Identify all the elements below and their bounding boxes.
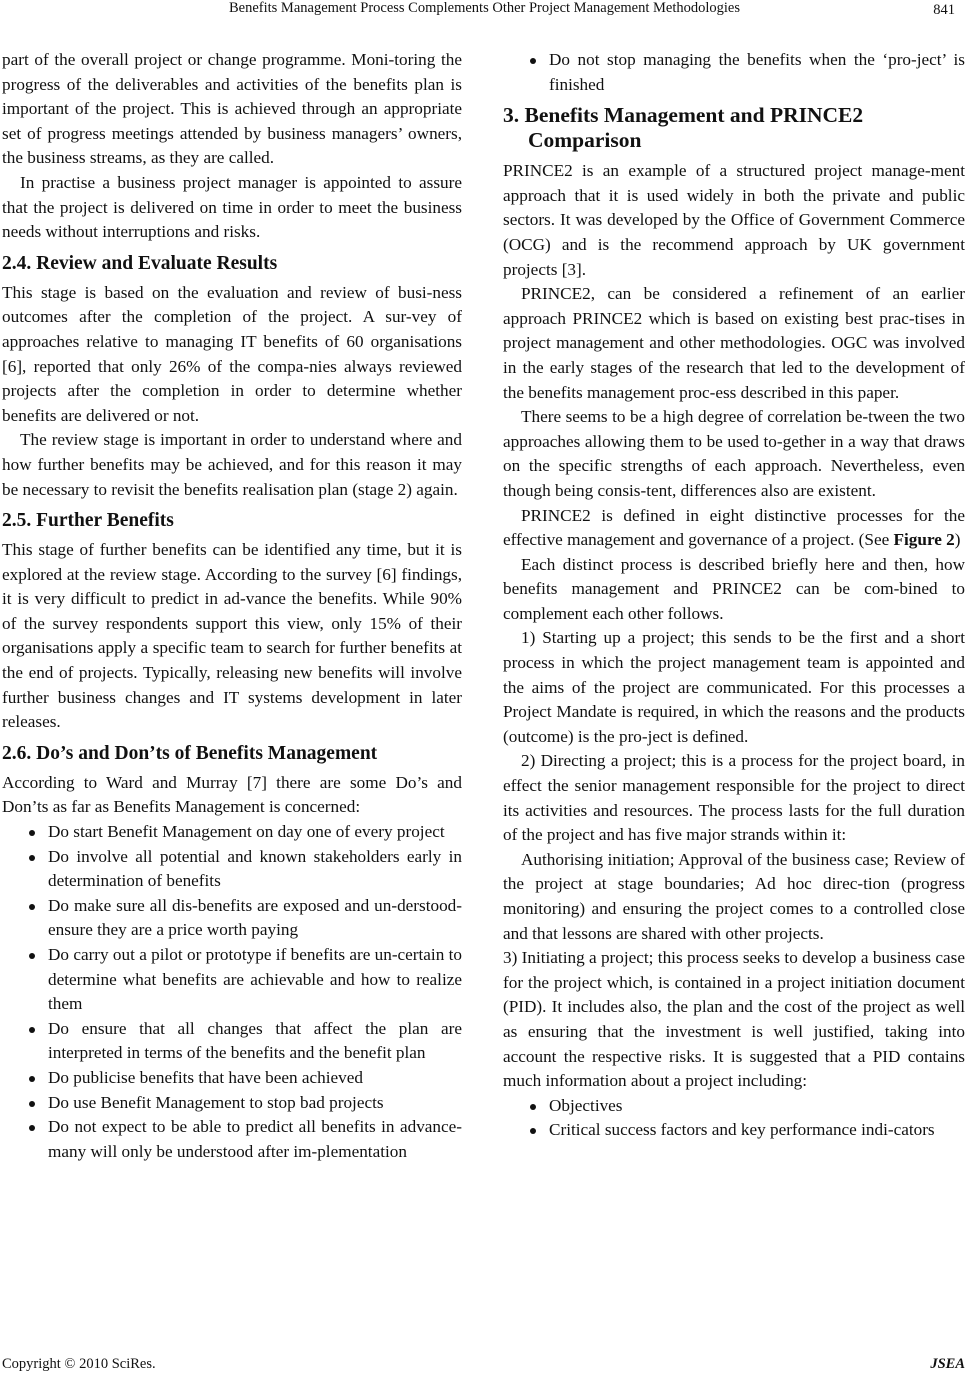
bullet-icon (29, 1125, 35, 1131)
list-item (2, 1115, 462, 1164)
right-column (503, 48, 965, 1143)
list-item (2, 1066, 462, 1091)
section-heading-3: 3. Benefits Management and PRINCE2 Comparison (503, 103, 864, 153)
pid-contents-list (503, 1094, 965, 1143)
paragraph: part of the overall project or change programme. Moni-toring the progress of the deliverables and activities of the benefits plan is important of the project. This is achieved through an appropriate set of progress meetings attended by business managers’ owners, the business streams, as they are called. (2, 50, 462, 168)
list-item (2, 894, 462, 943)
list-item (503, 1094, 965, 1119)
list-item (2, 1017, 462, 1066)
paragraph: Each distinct process is described briefly here and then, how benefits management and PRINCE2 can be com-bined to complement each other follows. (503, 554, 965, 623)
paragraph (503, 504, 965, 553)
paragraph: 3) Initiating a project; this process seeks to develop a business case for the project which, is contained in a project initiation document (PID). It includes also, the plan and the cost of the project as well as ensuring that the investment is well justified, taking into account the respective risks. It is suggested that a PID contains much information about a project including: (503, 948, 965, 1091)
section-heading-2-4: 2.4. Review and Evaluate Results (2, 252, 278, 274)
figure-reference-link[interactable]: Figure 2 (893, 530, 955, 550)
running-title: Benefits Management Process Complements Other Project Management Methodologies (228, 0, 740, 16)
list-item-text: Do not expect to be able to predict all benefits in advance-many will only be understood after im-plementation (48, 1117, 462, 1161)
bullet-icon (29, 830, 35, 836)
bullet-icon (29, 1101, 35, 1107)
paragraph-text: PRINCE2 is defined in eight distinctive processes for the effective management and governance of a project. (See (503, 505, 965, 550)
list-item-text: Do not stop managing the benefits when the ‘pro-ject’ is finished (549, 50, 965, 94)
bullet-icon (29, 1027, 35, 1033)
list-item-text: Do start Benefit Management on day one of every project (48, 822, 445, 842)
copyright-notice: Copyright © 2010 SciRes. (2, 1356, 156, 1372)
list-item-text: Do publicise benefits that have been achieved (48, 1067, 363, 1087)
list-item-text: Objectives (549, 1095, 623, 1115)
page-footer (2, 1356, 965, 1373)
list-item-text: Do use Benefit Management to stop bad projects (48, 1092, 384, 1112)
paragraph: This stage is based on the evaluation and review of busi-ness outcomes after the completion of the project. A sur-vey of approaches relative to managing IT benefits of 60 organisations [6], reported that only 26% of the compa-nies always reviewed projects after the completion in order to determine whether benefits are delivered or not. (2, 282, 462, 425)
list-item-text: Critical success factors and key performance indi-cators (549, 1120, 935, 1140)
bullet-icon (29, 904, 35, 910)
paragraph: Authorising initiation; Approval of the business case; Review of the project at stage boundaries; Ad hoc direc-tion (progress monitoring) and ensuring the project comes to a controlled close and that lessons are shared with other projects. (503, 849, 965, 943)
section-heading-2-6: 2.6. Do’s and Don’ts of Benefits Management (2, 742, 378, 764)
bullet-icon (530, 58, 536, 64)
paragraph: There seems to be a high degree of correlation be-tween the two approaches allowing them to be used to-gether in a way that draws on the specific strengths of each approach. Nevertheless, even though being consis-tent, differences also are existent. (503, 407, 965, 500)
bullet-icon (29, 1076, 35, 1082)
list-item (2, 820, 462, 845)
bullet-icon (530, 1128, 536, 1134)
list-item (2, 1091, 462, 1116)
bullet-icon (29, 855, 35, 861)
list-item (2, 845, 462, 894)
paragraph: According to Ward and Murray [7] there are some Do’s and Don’ts as far as Benefits Management is concerned: (2, 772, 462, 817)
paragraph: This stage of further benefits can be identified any time, but it is explored at the review stage. According to the survey [6] findings, it is very difficult to predict in ad-vance the benefits. While 90% of the survey respondents support this view, only 15% of their organisations apply a specific team to search for further benefits at the end of projects. Typically, releasing new benefits will involve further business changes and IT systems development in later releases. (2, 540, 462, 732)
list-item (2, 943, 462, 1017)
running-header (0, 0, 969, 26)
paragraph: In practise a business project manager is appointed to assure that the project is delivered on time in order to meet the business needs without interruptions and risks. (2, 172, 462, 242)
paragraph: 2) Directing a project; this is a process for the project board, in effect the senior management responsible for the project to direct its activities and resources. The process lasts for the full duration of the project and has five major strands within it: (503, 751, 965, 845)
list-item-text: Do carry out a pilot or prototype if benefits are un-certain to determine what benefits are achievable and how to realize them (48, 945, 462, 1014)
paragraph-text: ) (954, 530, 961, 550)
paragraph: PRINCE2, can be considered a refinement of an earlier approach PRINCE2 which is based on existing best prac-tises in project management and other methodologies. OGC was involved in the early stages of the research that led to the development of the benefits management proc-ess described in this paper. (503, 284, 965, 402)
dos-donts-list-continued (503, 48, 965, 97)
bullet-icon (530, 1104, 536, 1110)
page-number: 841 (933, 2, 955, 18)
bullet-icon (29, 953, 35, 959)
list-item (503, 48, 965, 97)
left-column (2, 48, 462, 1164)
list-item (503, 1118, 965, 1143)
section-heading-2-5: 2.5. Further Benefits (2, 510, 174, 532)
paragraph: PRINCE2 is an example of a structured project manage-ment approach that it is used widely in both the private and public sectors. It was developed by the Office of Government Commerce (OCG) and is the recommend approach by UK government projects [3]. (503, 161, 965, 279)
journal-name: JSEA (930, 1356, 965, 1372)
dos-donts-list (2, 820, 462, 1164)
list-item-text: Do make sure all dis-benefits are exposed and un-derstood-ensure they are a price worth paying (48, 895, 462, 940)
paragraph: The review stage is important in order to understand where and how further benefits may be achieved, and for this reason it may be necessary to revisit the benefits realisation plan (stage 2) again. (2, 430, 462, 499)
list-item-text: Do involve all potential and known stakeholders early in determination of benefits (48, 846, 462, 891)
paragraph: 1) Starting up a project; this sends to be the first and a short process in which the project management team is appointed and the aims of the project are communicated. For this processes a Project Mandate is required, in which the reasons and the products (outcome) is the pro-ject is defined. (503, 628, 965, 746)
list-item-text: Do ensure that all changes that affect the plan are interpreted in terms of the benefits and the benefit plan (48, 1018, 462, 1063)
